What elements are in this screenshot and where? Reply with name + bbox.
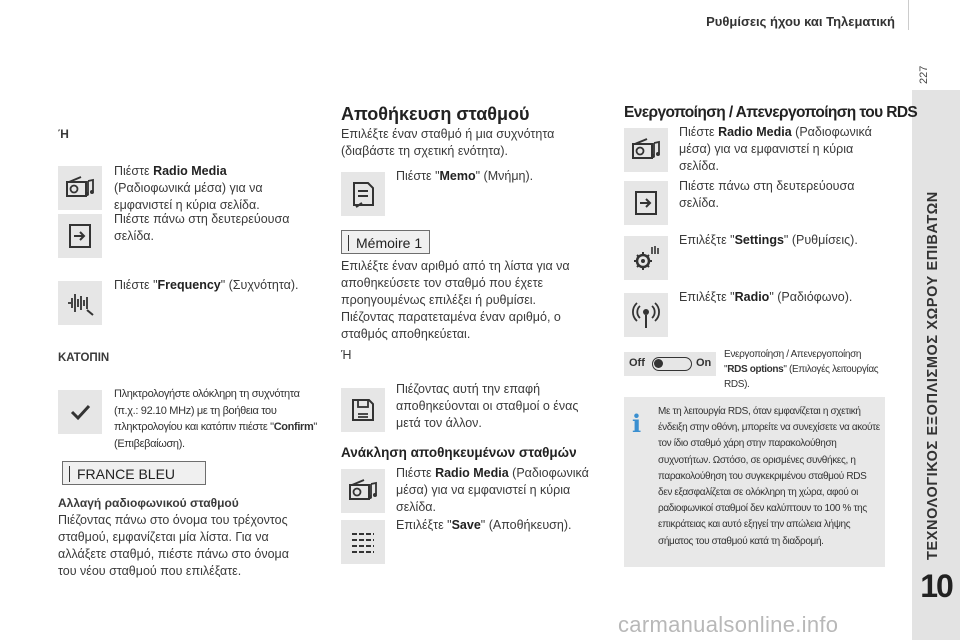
col1-step2: Πιέστε πάνω στη δευτερεύουσα σελίδα. [114, 212, 290, 243]
rds-radio-media-icon [624, 128, 668, 172]
secondary-page-icon [58, 214, 102, 258]
list-text: Επιλέξτε έναν αριθμό από τη λίστα για να αποθηκεύσετε τον σταθμό που έχετε προηγουμένως επιλέξει ή ρυθμίσει. Πιέζοντας παρατεταμένα έναν αριθμό, ο σταθμός αποθηκεύεται. [341, 259, 570, 341]
recall-radio-media-icon [341, 469, 385, 513]
rds-toggle[interactable] [624, 352, 716, 376]
change-station-title: Αλλαγή ραδιοφωνικού σταθμού [58, 496, 239, 510]
rds-step2: Πιέστε πάνω στη δευτερεύουσα σελίδα. [679, 179, 855, 210]
rds-step3: Επιλέξτε "Settings" (Ρυθμίσεις). [679, 233, 858, 247]
info-icon: i [632, 409, 642, 438]
store-intro: Επιλέξτε έναν σταθμό ή μια συχνότητα (διαβάστε τη σχετική ενότητα). [341, 127, 555, 158]
station-name-button[interactable]: FRANCE BLEU [62, 461, 206, 485]
memoire-button[interactable]: Mémoire 1 [341, 230, 430, 254]
sidebar-vertical-text: ΤΕΧΝΟΛΟΓΙΚΟΣ ΕΞΟΠΛΙΣΜΟΣ ΧΩΡΟΥ ΕΠΙΒΑΤΩΝ [925, 191, 941, 560]
change-station-text: Πιέζοντας πάνω στο όνομα του τρέχοντος σταθμού, εμφανίζεται μία λίστα. Για να αλλάξετε σταθμό, πιέστε πάνω στο όνομα του νέου σταθμού που επιλέξατε. [58, 513, 289, 578]
rds-step1: Πιέστε Radio Media (Ραδιοφωνικά μέσα) για να εμφανιστεί η κύρια σελίδα. [679, 125, 872, 173]
toggle-off-label: Off [629, 357, 645, 369]
col1-step1: Πιέστε Radio Media (Ραδιοφωνικά μέσα) για να εμφανιστεί η κύρια σελίδα. [114, 164, 263, 212]
sidebar [912, 90, 960, 640]
chapter-number: 10 [920, 568, 952, 604]
memo-step: Πιέστε "Memo" (Μνήμη). [396, 169, 534, 183]
header-title: Ρυθμίσεις ήχου και Τηλεματική [706, 14, 895, 29]
toggle-knob [654, 359, 663, 368]
watermark: carmanualsonline.info [618, 612, 839, 637]
col1-step3: Πιέστε "Frequency" (Συχνότητα). [114, 278, 299, 292]
recall-step1: Πιέστε Radio Media (Ραδιοφωνικά μέσα) για να εμφανιστεί η κύρια σελίδα. [396, 466, 589, 514]
confirm-check-icon [58, 390, 102, 434]
rds-options-text: Ενεργοποίηση / Απενεργοποίηση "RDS options" (Επιλογές λειτουργίας RDS). [724, 349, 879, 390]
radio-media-icon [58, 166, 102, 210]
toggle-track [652, 357, 692, 371]
rds-secondary-page-icon [624, 181, 668, 225]
settings-gear-icon [624, 236, 668, 280]
frequency-icon [58, 281, 102, 325]
memo-icon [341, 172, 385, 216]
ok-heading: ΚΑΤΟΠΙΝ [58, 352, 110, 364]
preset-list-icon [341, 520, 385, 564]
col1-ok-text: Πληκτρολογήστε ολόκληρη τη συχνότητα (π.χ.: 92.10 MHz) με τη βοήθεια του πληκτρολογίου και κατόπιν πιέστε "Confirm" (Επιβεβαίωση). [114, 388, 317, 450]
info-box [624, 397, 885, 567]
toggle-on-label: On [696, 357, 712, 369]
or-label: Ή [58, 127, 69, 141]
radio-antenna-icon [624, 293, 668, 337]
page-number: 227 [918, 65, 930, 84]
save-all-icon [341, 388, 385, 432]
recall-title: Ανάκληση αποθηκευμένων σταθμών [341, 445, 577, 460]
or-label-2: Ή [341, 348, 352, 362]
info-text: Με τη λειτουργία RDS, όταν εμφανίζεται η σχετική ένδειξη στην οθόνη, μπορείτε να συνεχίσετε να ακούτε τον ίδιο σταθμό χάρη στην παρακολούθηση συχνοτήτων. Ωστόσο, σε ορισμένες συνθήκες, η παρακολούθηση του συγκεκριμένου σταθμού RDS δεν εξασφαλίζεται σε ολόκληρη τη χώρα, αφού οι ραδιοφωνικοί σταθμοί δεν καλύπτουν το 100 % της επικράτειας και αυτό εξηγεί την απώλεια λήψης σήματος του σταθμού κατά τη διαδρομή. [658, 406, 880, 547]
rds-title: Ενεργοποίηση / Απενεργοποίηση του RDS [624, 104, 918, 121]
save-all-text: Πιέζοντας αυτή την επαφή αποθηκεύονται οι σταθμοί ο ένας μετά τον άλλον. [396, 382, 579, 430]
header-divider [908, 0, 909, 30]
store-station-title: Αποθήκευση σταθμού [341, 104, 530, 124]
recall-step2: Επιλέξτε "Save" (Αποθήκευση). [396, 518, 572, 532]
rds-step4: Επιλέξτε "Radio" (Ραδιόφωνο). [679, 290, 853, 304]
